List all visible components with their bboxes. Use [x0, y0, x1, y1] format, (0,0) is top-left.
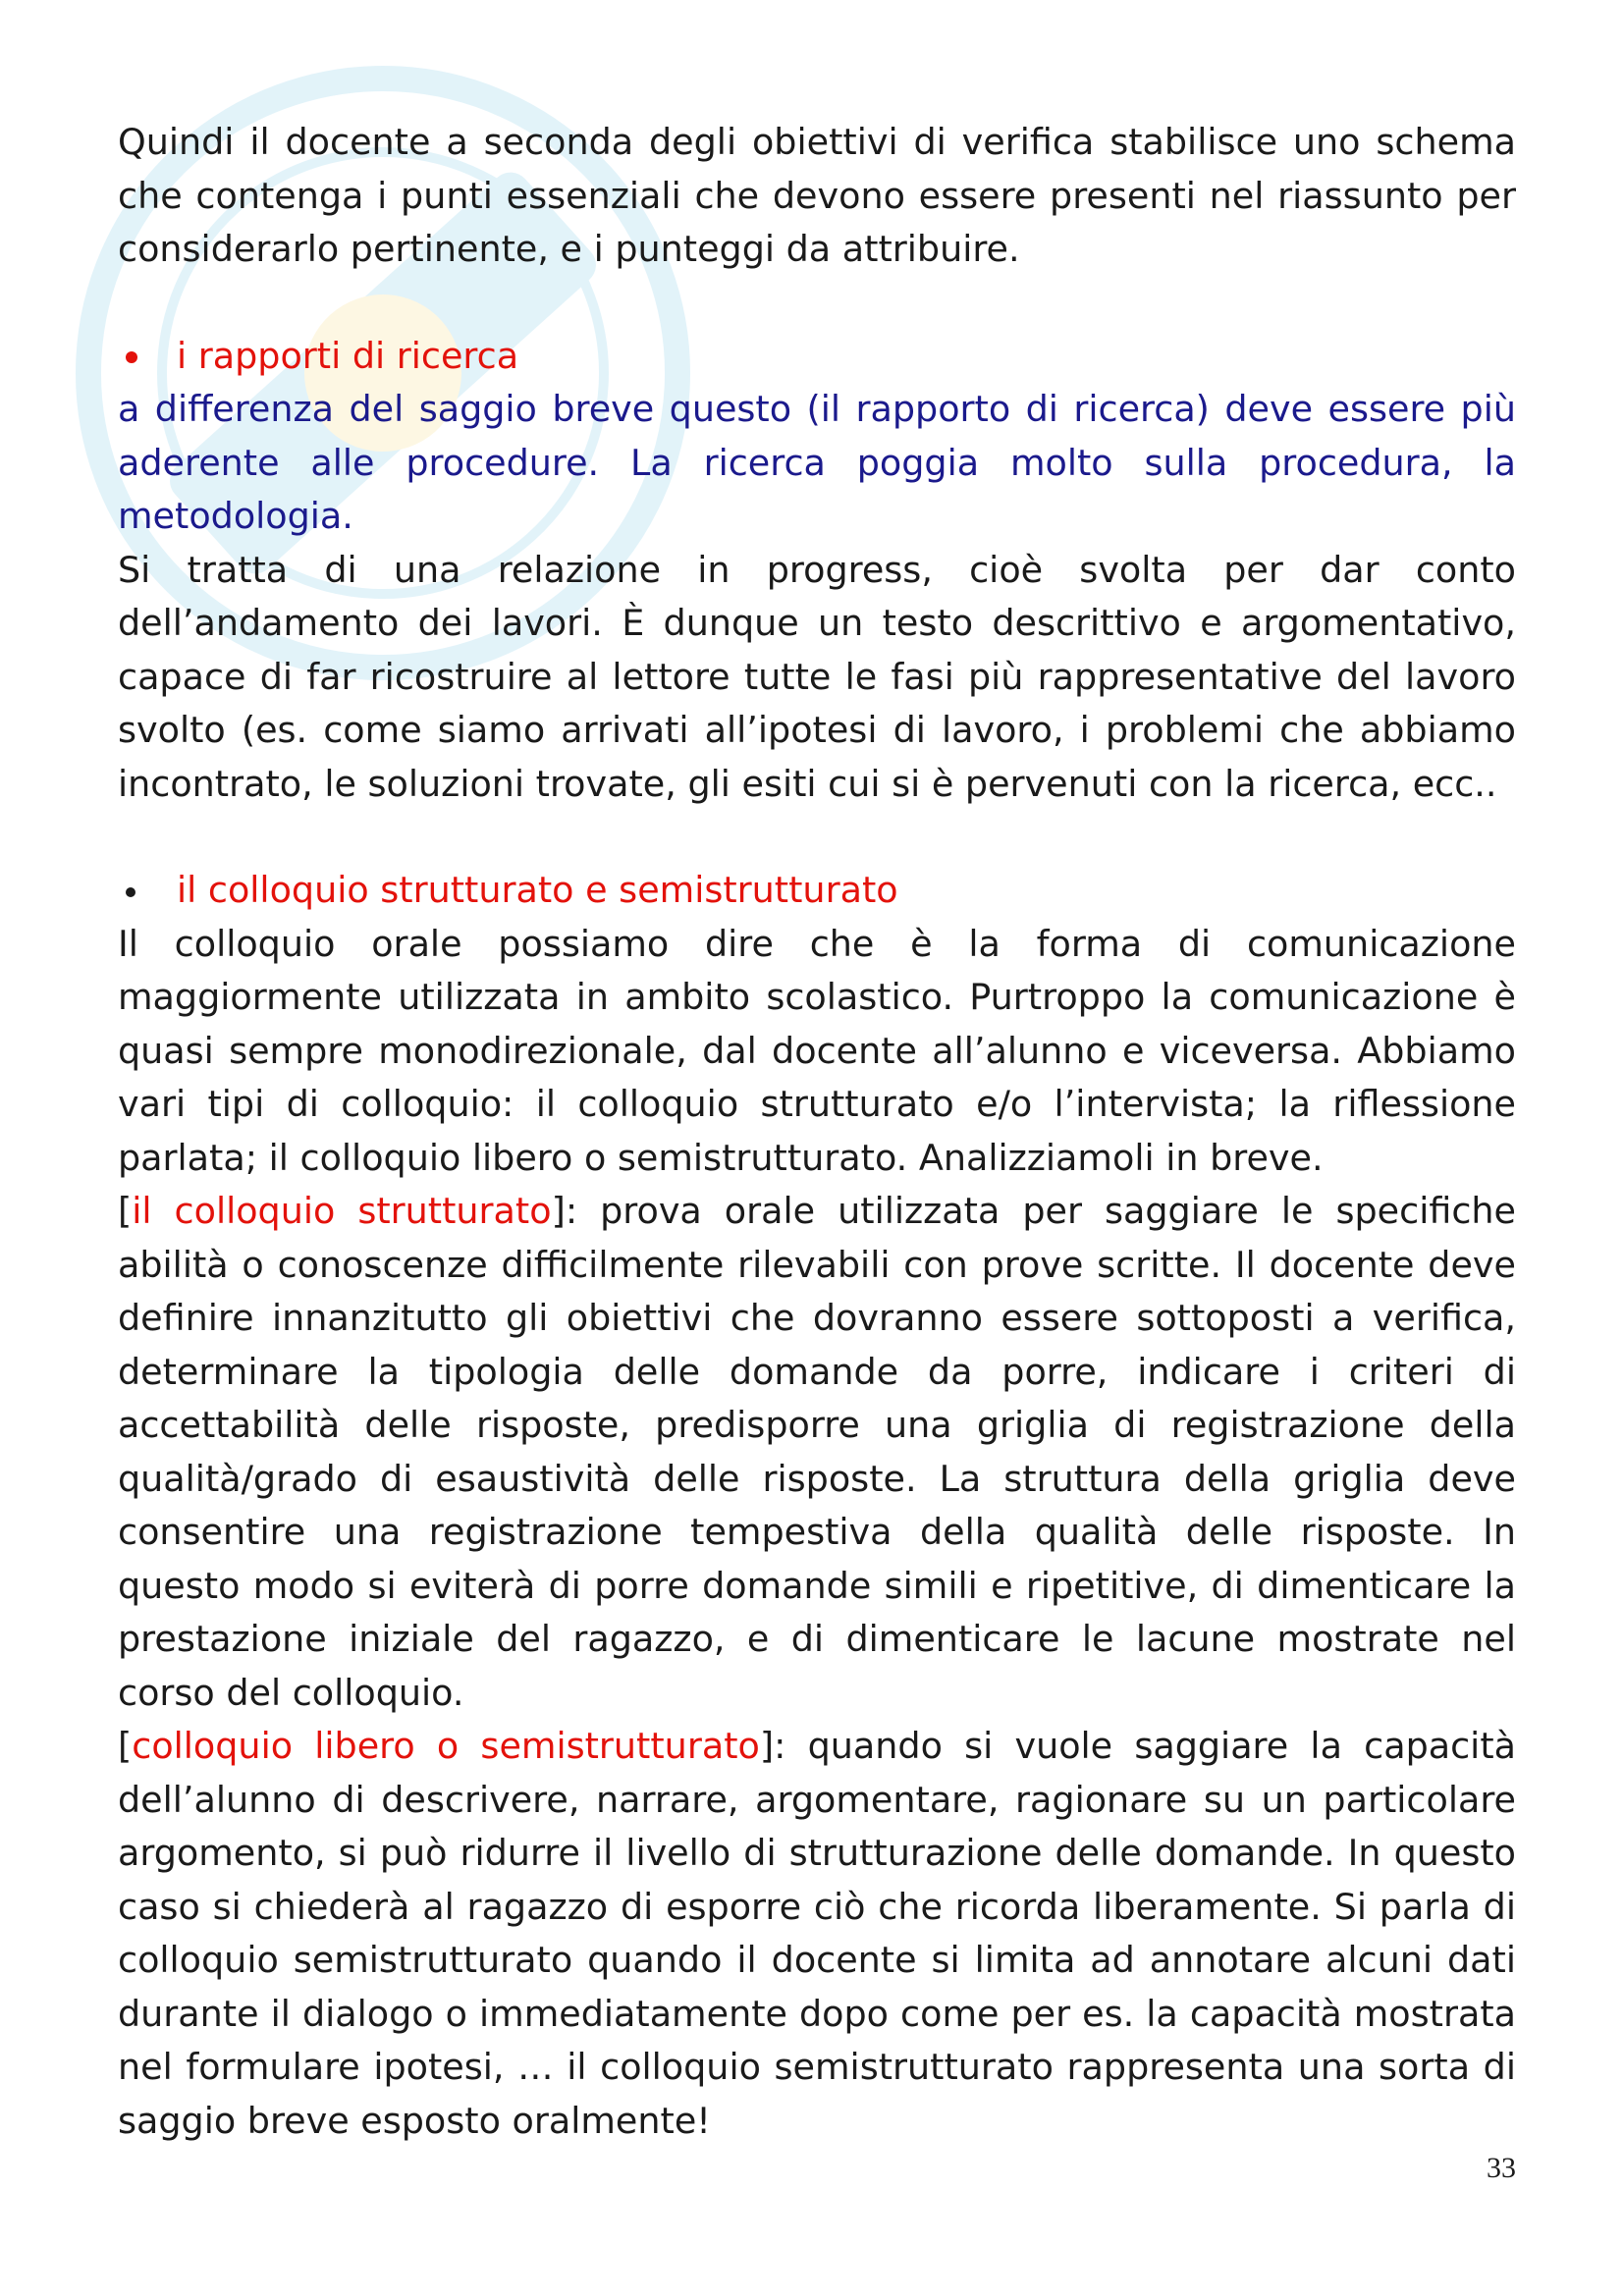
bullet-dot-icon — [126, 887, 135, 897]
bracket-open: [ — [118, 1190, 133, 1232]
free-text: : quando si vuole saggiare la capacità dell’alunno di descrivere, narrare, argomentare, ragionare su un particolare argomento, si può ridurre il livello di strutturazione delle domande. In questo caso si chiederà al ragazzo di esporre ciò che ricorda liberamente. Si parla di colloquio semistrutturato quando il docente si limita ad annotare alcuni dati durante il dialogo o immediatamente dopo come per es. la capacità mostrata nel formulare ipotesi, … il colloquio semistrutturato rappresenta una sorta di saggio breve esposto oralmente! — [118, 1725, 1516, 2142]
free-term: colloquio libero o semistrutturato — [132, 1725, 760, 1767]
spacer — [118, 277, 1516, 330]
research-highlight: a differenza del saggio breve questo (il rapporto di ricerca) deve essere più aderente alle procedure. La ricerca poggia molto sulla procedura, la metodologia. — [118, 388, 1516, 537]
colloquio-heading: il colloquio strutturato e semistrutturato — [177, 869, 898, 911]
research-body: Si tratta di una relazione in progress, cioè svolta per dar conto dell’andamento dei lavori. È dunque un testo descrittivo e argomentativo, capace di far ricostruire al lettore tutte le fasi più rappresentative del lavoro svolto (es. come siamo arrivati all’ipotesi di lavoro, i problemi che abbiamo incontrato, le soluzioni trovate, gli esiti cui si è pervenuti con la ricerca, ecc.. — [118, 548, 1516, 805]
spacer — [118, 811, 1516, 864]
structured-text: : prova orale utilizzata per saggiare le specifiche abilità o conoscenze difficilmente rilevabili con prove scritte. Il docente deve definire innanzitutto gli obiettivi che dovranno essere sottoposti a verifica, determinare la tipologia delle domande da porre, indicare i criteri di accettabilità delle risposte, predisporre una griglia di registrazione della qualità/grado di esaustività delle risposte. La struttura della griglia deve consentire una registrazione tempestiva della qualità delle risposte. In questo modo si eviterà di porre domande simili e ripetitive, di dimenticare la prestazione iniziale del ragazzo, e di dimenticare le lacune mostrate nel corso del colloquio. — [118, 1190, 1516, 1714]
research-heading: i rapporti di ricerca — [177, 334, 519, 377]
bracket-close: ] — [759, 1725, 775, 1767]
bracket-open: [ — [118, 1725, 133, 1767]
colloquio-intro: Il colloquio orale possiamo dire che è la forma di comunicazione maggiormente utilizzata in ambito scolastico. Purtroppo la comunicazione è quasi sempre monodirezionale, dal docente all’alunno e viceversa. Abbiamo vari tipi di colloquio: il colloquio strutturato e/o l’intervista; la riflessione parlata; il colloquio libero o semistrutturato. Analizziamoli in breve. — [118, 922, 1516, 1179]
page-number: 33 — [1487, 2152, 1516, 2184]
structured-term: il colloquio strutturato — [132, 1190, 552, 1232]
bullet-colloquio — [118, 864, 1516, 918]
bracket-close: ] — [551, 1190, 566, 1232]
document-body — [118, 116, 1516, 2148]
bullet-research — [118, 330, 1516, 384]
structured-paragraph — [118, 1185, 1516, 1720]
intro-paragraph: Quindi il docente a seconda degli obiettivi di verifica stabilisce uno schema che contenga i punti essenziali che devono essere presenti nel riassunto per considerarlo pertinente, e i punteggi da attribuire. — [118, 121, 1516, 270]
free-paragraph — [118, 1720, 1516, 2148]
bullet-dot-icon — [126, 351, 137, 363]
